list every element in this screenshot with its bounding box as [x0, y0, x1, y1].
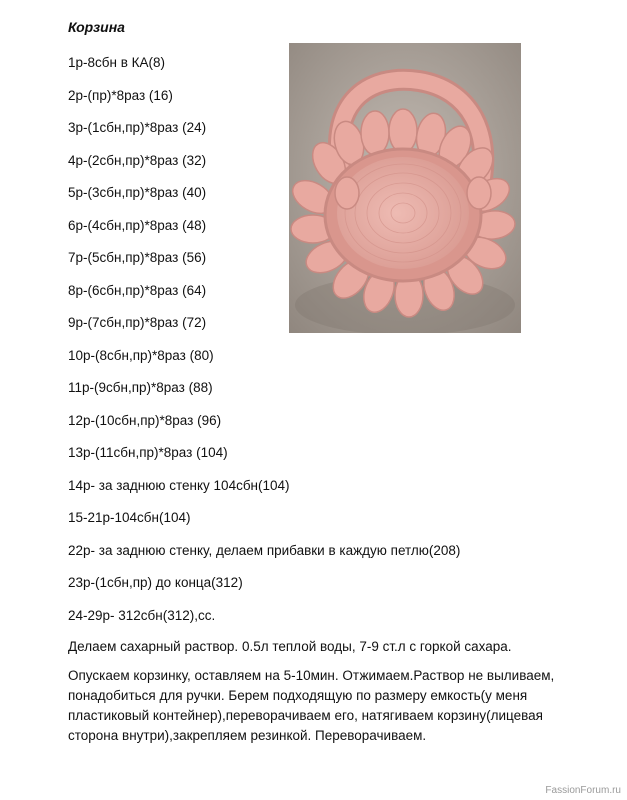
pattern-row: 7р-(5сбн,пр)*8раз (56) — [68, 250, 207, 265]
pattern-row: 24-29р- 312сбн(312),сс. — [68, 607, 216, 623]
basket-photo — [289, 43, 521, 333]
pattern-row: 4р-(2сбн,пр)*8раз (32) — [68, 152, 207, 168]
pattern-row: 23р-(1сбн,пр) до конца(312) — [68, 575, 243, 590]
instruction-paragraph: Опускаем корзинку, оставляем на 5-10мин. Отжимаем.Раствор не выливаем, понадобиться для ручки. Берем подходящую по размеру емкость(у меня пластиковый контейнер),переворачиваем его, натягиваем корзину(лицевая сторона внутри),закрепляем резинкой. Переворачиваем. — [68, 668, 555, 743]
pattern-row: 22р- за заднюю стенку, делаем прибавки в каждую петлю(208) — [68, 542, 461, 558]
pattern-row: 2р-(пр)*8раз (16) — [68, 87, 173, 103]
pattern-row: 6р-(4сбн,пр)*8раз (48) — [68, 217, 207, 233]
pattern-row: 14р- за заднюю стенку 104сбн(104) — [68, 477, 290, 493]
pattern-row: 3р-(1сбн,пр)*8раз (24) — [68, 120, 207, 135]
pattern-row: 12р-(10сбн,пр)*8раз (96) — [68, 412, 222, 428]
instructions — [68, 637, 588, 755]
instruction-paragraph: Делаем сахарный раствор. 0.5л теплой воды, 7-9 ст.л с горкой сахара. — [68, 639, 512, 654]
pattern-row: 5р-(3сбн,пр)*8раз (40) — [68, 185, 207, 200]
pattern-row: 1р-8сбн в КА(8) — [68, 55, 165, 70]
document-title: Корзина — [68, 19, 125, 35]
pattern-row: 10р-(8сбн,пр)*8раз (80) — [68, 347, 214, 363]
pattern-row: 11р-(9сбн,пр)*8раз (88) — [68, 380, 213, 395]
pattern-row: 8р-(6сбн,пр)*8раз (64) — [68, 282, 207, 298]
pattern-row: 13р-(11сбн,пр)*8раз (104) — [68, 445, 228, 460]
crochet-basket-image — [289, 43, 521, 333]
pattern-row: 9р-(7сбн,пр)*8раз (72) — [68, 315, 207, 330]
watermark: FassionForum.ru — [545, 785, 621, 796]
pattern-row: 15-21р-104сбн(104) — [68, 510, 191, 525]
